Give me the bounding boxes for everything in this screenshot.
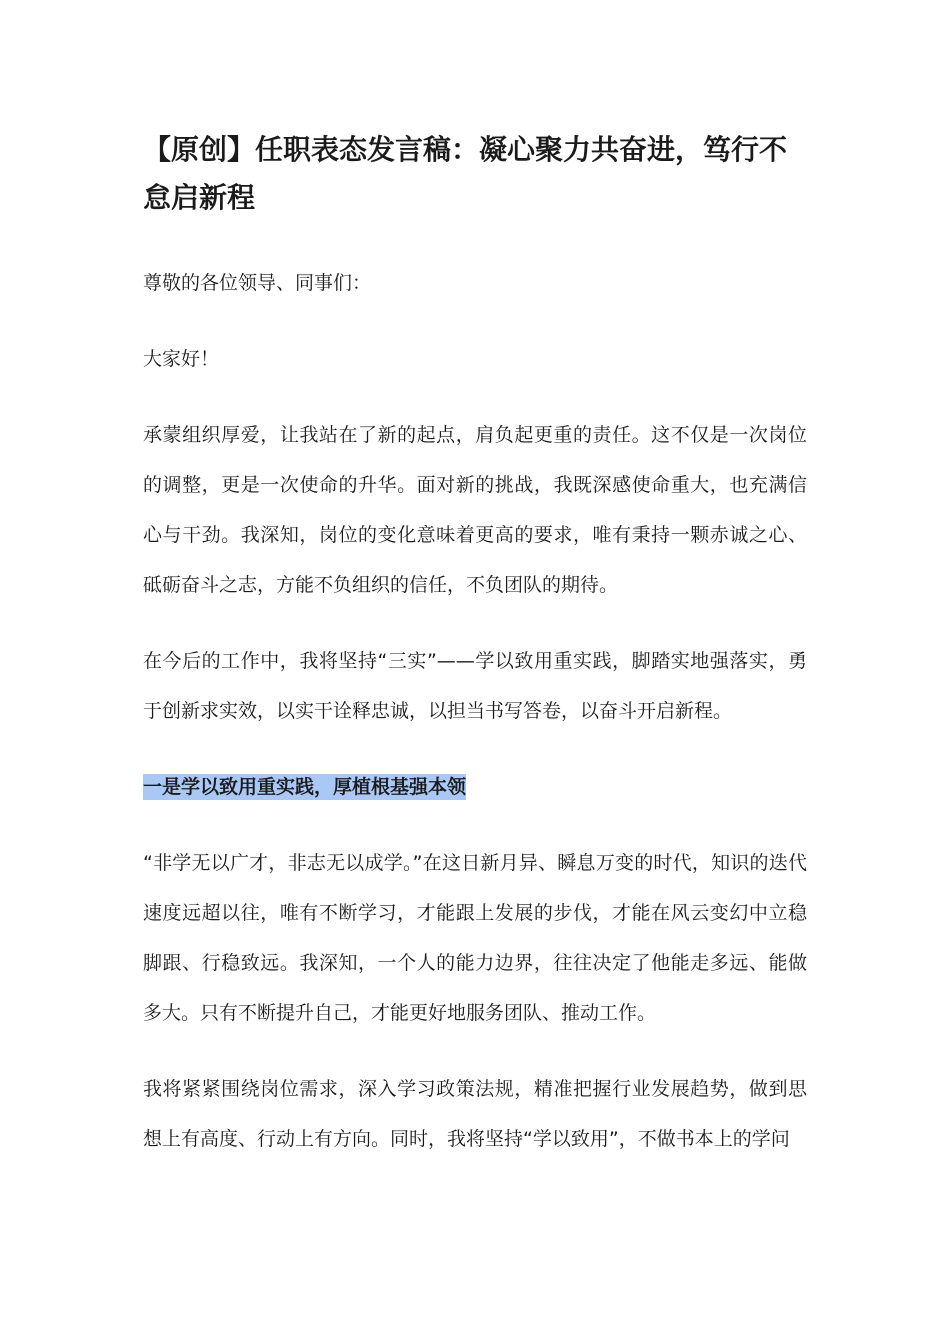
intro-paragraph: 承蒙组织厚爱，让我站在了新的起点，肩负起更重的责任。这不仅是一次岗位的调整，更是一次使命的升华。面对新的挑战，我既深感使命重大，也充满信心与干劲。我深知，岗位的变化意味着更高的要求，唯有秉持一颗赤诚之心、砥砺奋斗之志，方能不负组织的信任，不负团队的期待。 [143,424,807,596]
section-paragraph: 我将紧紧围绕岗位需求，深入学习政策法规，精准把握行业发展趋势，做到思想上有高度、行动上有方向。同时，我将坚持“学以致用”，不做书本上的学问 [143,1078,807,1150]
spacer [143,308,807,334]
greeting: 大家好！ [143,348,220,370]
spacer [143,1038,807,1064]
spacer [143,222,807,258]
document-title: 【原创】任职表态发言稿：凝心聚力共奋进，笃行不怠启新程 [143,133,788,214]
commitment-paragraph: 在今后的工作中，我将坚持“三实”——学以致用重实践，脚踏实地强落实，勇于创新求实效，以实干诠释忠诚，以担当书写答卷，以奋斗开启新程。 [143,650,807,722]
spacer [143,610,807,636]
section-heading [143,762,807,812]
section-paragraph: “非学无以广才，非志无以成学。”在这日新月异、瞬息万变的时代，知识的迭代速度远超以往，唯有不断学习，才能跟上发展的步伐，才能在风云变幻中立稳脚跟、行稳致远。我深知，一个人的能力边界，往往决定了他能走多远、能做多大。只有不断提升自己，才能更好地服务团队、推动工作。 [143,852,807,1024]
spacer [143,812,807,838]
spacer [143,736,807,762]
salutation: 尊敬的各位领导、同事们： [143,272,372,294]
spacer [143,384,807,410]
section-heading-text: 一是学以致用重实践，厚植根基强本领 [143,776,467,798]
document-page [143,126,807,1164]
